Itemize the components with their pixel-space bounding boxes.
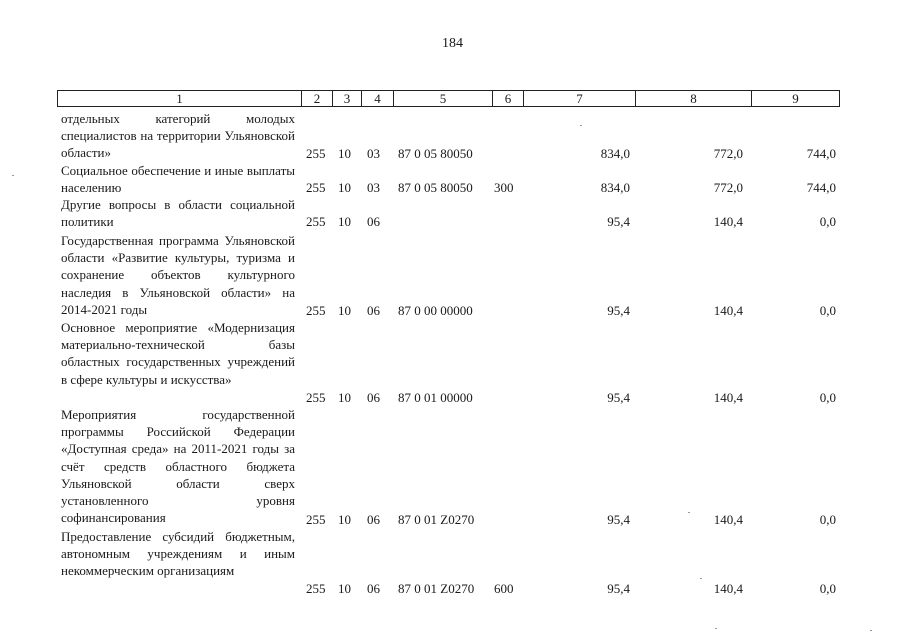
row-csr: 87 0 05 80050 (398, 180, 473, 195)
row-csr: 87 0 01 Z0270 (398, 581, 475, 596)
row-amount-3: 0,0 (819, 390, 836, 405)
row-vr: 300 (494, 180, 514, 195)
row-amount-3: 0,0 (819, 512, 836, 527)
row-pr: 06 (367, 390, 380, 405)
row-ved: 255 (306, 180, 326, 195)
row-amount-2: 140,4 (713, 512, 743, 527)
row-amount-1: 95,4 (607, 390, 630, 405)
row-amount-2: 140,4 (713, 214, 743, 229)
row-vr: 600 (494, 581, 514, 596)
row-rz: 10 (338, 180, 351, 195)
row-amount-1: 834,0 (600, 146, 630, 161)
row-amount-2: 772,0 (713, 180, 743, 195)
row-pr: 03 (367, 180, 380, 195)
header-col-4: 4 (361, 91, 393, 106)
scan-speck (700, 578, 702, 579)
header-col-9: 9 (751, 91, 839, 106)
row-ved: 255 (306, 390, 326, 405)
scan-speck (870, 630, 872, 631)
row-amount-2: 140,4 (713, 581, 743, 596)
header-col-3: 3 (332, 91, 361, 106)
row-amount-3: 0,0 (819, 214, 836, 229)
row-pr: 06 (367, 214, 380, 229)
row-amount-3: 744,0 (806, 146, 836, 161)
scan-speck (12, 175, 14, 176)
row-amount-1: 95,4 (607, 512, 630, 527)
row-amount-1: 95,4 (607, 581, 630, 596)
row-csr: 87 0 01 00000 (398, 390, 473, 405)
row-amount-3: 0,0 (819, 581, 836, 596)
row-pr: 03 (367, 146, 380, 161)
scan-speck (715, 628, 717, 629)
row-rz: 10 (338, 512, 351, 527)
header-col-2: 2 (301, 91, 332, 106)
row-rz: 10 (338, 214, 351, 229)
header-col-1: 1 (176, 91, 183, 106)
page-number: 184 (442, 36, 463, 51)
header-col-7: 7 (523, 91, 635, 106)
row-amount-3: 744,0 (806, 180, 836, 195)
row-ved: 255 (306, 581, 326, 596)
row-pr: 06 (367, 512, 380, 527)
row-name: отдельных категорий молодых специалистов на территории Ульяновской области» (61, 111, 295, 161)
row-name: Основное мероприятие «Модернизация материально-технической базы областных государственных учреждений в сфере культуры и искусства» (61, 320, 295, 387)
row-name: Предоставление субсидий бюджетным, автономным учреждениям и иным некоммерческим организациям (61, 529, 295, 579)
row-amount-3: 0,0 (819, 303, 836, 318)
scan-speck (688, 512, 690, 513)
row-name: Социальное обеспечение и иные выплаты населению (61, 163, 295, 196)
row-pr: 06 (367, 581, 380, 596)
row-csr: 87 0 05 80050 (398, 146, 473, 161)
row-rz: 10 (338, 303, 351, 318)
header-col-6: 6 (492, 91, 523, 106)
row-name: Государственная программа Ульяновской области «Развитие культуры, туризма и сохранение объектов культурного наследия в Ульяновской области» на 2014-2021 годы (61, 233, 295, 317)
row-amount-1: 95,4 (607, 303, 630, 318)
row-csr: 87 0 01 Z0270 (398, 512, 475, 527)
row-rz: 10 (338, 146, 351, 161)
row-rz: 10 (338, 390, 351, 405)
row-amount-2: 140,4 (713, 303, 743, 318)
row-ved: 255 (306, 512, 326, 527)
row-rz: 10 (338, 581, 351, 596)
row-ved: 255 (306, 146, 326, 161)
row-ved: 255 (306, 303, 326, 318)
row-name: Мероприятия государственной программы Российской Федерации «Доступная среда» на 2011-2021 годы за счёт средств областного бюджета Ульяновской области сверх установленного уровня софинансирования (61, 407, 295, 526)
row-pr: 06 (367, 303, 380, 318)
header-col-5: 5 (393, 91, 492, 106)
scan-speck (580, 125, 582, 126)
row-name: Другие вопросы в области социальной политики (61, 197, 295, 230)
row-amount-1: 834,0 (600, 180, 630, 195)
row-amount-1: 95,4 (607, 214, 630, 229)
row-amount-2: 772,0 (713, 146, 743, 161)
row-amount-2: 140,4 (713, 390, 743, 405)
header-col-8: 8 (635, 91, 751, 106)
row-ved: 255 (306, 214, 326, 229)
row-csr: 87 0 00 00000 (398, 303, 473, 318)
